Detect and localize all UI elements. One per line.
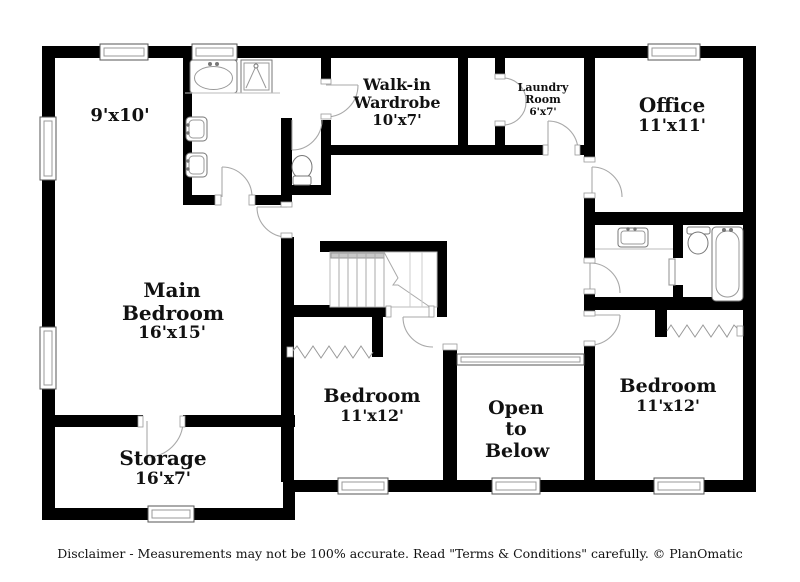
window xyxy=(338,478,388,494)
room-label-laundry xyxy=(500,82,586,119)
window xyxy=(654,478,704,494)
room-dims: 16'x15' xyxy=(138,323,206,344)
room-name: Walk-in Wardrobe xyxy=(353,75,441,113)
shower-icon xyxy=(241,60,272,93)
door-bedroom-right xyxy=(590,315,620,345)
window xyxy=(100,44,148,60)
room-name: Open to Below xyxy=(485,397,550,462)
room-dims: 16'x7' xyxy=(134,468,192,489)
door-main-bedroom xyxy=(257,207,287,237)
window xyxy=(148,506,194,522)
door-office xyxy=(592,167,622,197)
disclaimer-text: Disclaimer - Measurements may not be 100% accurate. Read "Terms & Conditions" carefully. © PlanOmatic xyxy=(57,546,743,561)
bathtub-icon xyxy=(712,227,743,301)
sink-icon xyxy=(618,228,648,247)
room-label-bedroom-right xyxy=(593,376,743,416)
room-label-storage xyxy=(88,447,238,489)
window xyxy=(492,478,540,494)
room-label-nook xyxy=(60,106,180,126)
door-ensuite-bath xyxy=(222,167,252,197)
closet-rods xyxy=(292,325,740,358)
room-dims: 11'x12' xyxy=(340,406,404,426)
room-name: Office xyxy=(638,93,706,117)
room-label-wardrobe xyxy=(337,76,457,129)
bathtub-icon xyxy=(190,60,237,93)
room-dims: 11'x12' xyxy=(636,396,700,416)
window xyxy=(648,44,700,60)
vanity-sink-icon xyxy=(186,153,207,177)
door-bedroom-center xyxy=(403,317,433,347)
room-name: Main Bedroom xyxy=(122,278,224,325)
room-dims: 9'x10' xyxy=(90,105,150,126)
window xyxy=(40,327,56,389)
door-wc xyxy=(292,120,322,150)
room-name: Laundry Room xyxy=(517,81,569,107)
room-name: Storage xyxy=(119,446,207,470)
vanity-sink-icon xyxy=(186,117,207,141)
room-dims: 10'x7' xyxy=(372,111,422,130)
room-name: Bedroom xyxy=(323,385,421,407)
room-label-office xyxy=(602,94,742,136)
door-laundry-entry xyxy=(548,121,578,151)
pocket-door xyxy=(669,259,675,285)
railing xyxy=(457,354,584,365)
toilet-icon xyxy=(292,156,312,186)
room-label-bedroom-center xyxy=(297,386,447,426)
room-label-open-to-below xyxy=(485,397,550,462)
room-name: Bedroom xyxy=(619,375,717,397)
toilet-icon xyxy=(687,227,710,254)
closet-rod xyxy=(292,346,373,358)
room-label-main-bedroom xyxy=(102,279,242,343)
door-hall-bathroom xyxy=(590,263,620,293)
room-dims: 6'x7' xyxy=(529,105,557,118)
staircase xyxy=(330,252,437,307)
closet-rod xyxy=(667,325,740,337)
window xyxy=(40,117,56,180)
window xyxy=(192,44,237,60)
room-dims: 11'x11' xyxy=(638,115,706,136)
